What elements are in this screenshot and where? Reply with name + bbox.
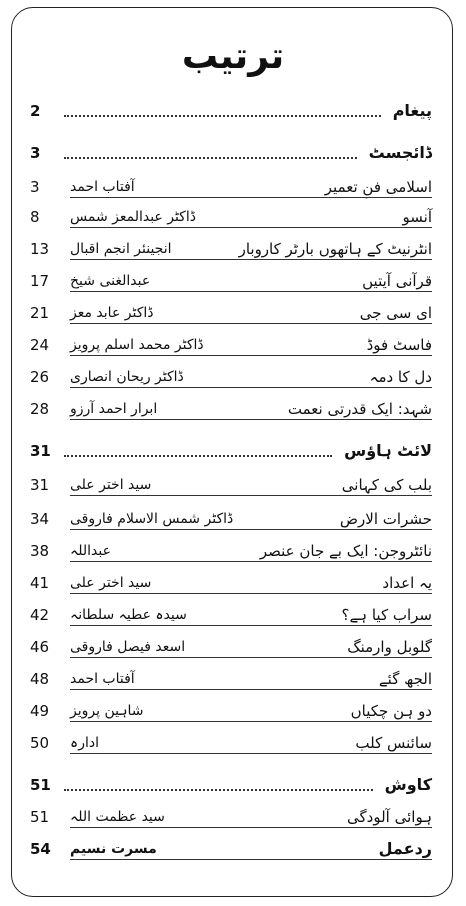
page-title: ترتیب bbox=[181, 36, 285, 77]
entry-title: سائنس کلب bbox=[355, 734, 432, 752]
entry-author: اسعد فیصل فاروقی bbox=[70, 639, 186, 655]
page-number: 41 bbox=[30, 574, 50, 592]
entry-author: سید اختر علی bbox=[70, 477, 152, 493]
toc-entry-row bbox=[30, 572, 432, 596]
entry-title: دل کا دمہ bbox=[369, 368, 432, 386]
page-number: 24 bbox=[30, 336, 50, 354]
section-title: کاوش bbox=[384, 775, 432, 794]
separator-line bbox=[70, 355, 432, 356]
entry-author: ڈاکٹر عبدالمعز شمس bbox=[70, 209, 196, 225]
separator-line bbox=[70, 323, 432, 324]
toc-entry-row bbox=[30, 604, 432, 628]
entry-author: ڈاکٹر محمد اسلم پرویز bbox=[70, 337, 204, 353]
toc-entry-row bbox=[30, 398, 432, 422]
page-number: 26 bbox=[30, 368, 50, 386]
entry-title: انٹرنیٹ کے ہاتھوں بارٹر کاروبار bbox=[238, 240, 432, 258]
separator-line bbox=[70, 495, 432, 496]
section-row bbox=[30, 142, 432, 166]
separator-line bbox=[70, 387, 432, 388]
entry-author: آفتاب احمد bbox=[70, 671, 135, 687]
separator-line bbox=[70, 593, 432, 594]
dot-leader bbox=[64, 789, 373, 791]
page-number: 21 bbox=[30, 304, 50, 322]
entry-title: قرآنی آیتیں bbox=[362, 272, 432, 290]
toc-entry-row bbox=[30, 668, 432, 692]
entry-author: ادارہ bbox=[70, 735, 99, 751]
separator-line bbox=[70, 753, 432, 754]
entry-author: مسرت نسیم bbox=[70, 841, 157, 857]
toc-entry-row bbox=[30, 474, 432, 498]
separator-line bbox=[70, 291, 432, 292]
separator-line bbox=[70, 259, 432, 260]
toc-entry-row bbox=[30, 206, 432, 230]
page-number: 38 bbox=[30, 542, 50, 560]
page-number: 3 bbox=[30, 178, 40, 196]
section-row bbox=[30, 440, 432, 464]
entry-author: عبدالغنی شیخ bbox=[70, 273, 151, 289]
separator-line bbox=[70, 529, 432, 530]
toc-entry-row bbox=[30, 636, 432, 660]
entry-author: ابرار احمد آرزو bbox=[70, 401, 158, 417]
page-number: 8 bbox=[30, 208, 40, 226]
toc-entry-row bbox=[30, 700, 432, 724]
dot-leader bbox=[64, 455, 332, 457]
separator-line bbox=[70, 827, 432, 828]
separator-line bbox=[70, 419, 432, 420]
toc-entry-row bbox=[30, 176, 432, 200]
entry-title: گلوبل وارمنگ bbox=[347, 638, 432, 656]
entry-title: فاسٹ فوڈ bbox=[366, 336, 432, 354]
toc-entry-row bbox=[30, 508, 432, 532]
page-number: 48 bbox=[30, 670, 50, 688]
section-row bbox=[30, 100, 432, 124]
separator-line bbox=[70, 197, 432, 198]
entry-author: ڈاکٹر عابد معز bbox=[70, 305, 154, 321]
separator-line bbox=[70, 859, 432, 860]
separator-line bbox=[70, 227, 432, 228]
separator-line bbox=[70, 689, 432, 690]
entry-author: انجینئر انجم اقبال bbox=[70, 241, 172, 257]
toc-entry-row bbox=[30, 334, 432, 358]
toc-entry-row bbox=[30, 302, 432, 326]
entry-title: الجھ گئے bbox=[378, 670, 432, 688]
page-number: 51 bbox=[30, 808, 50, 826]
entry-title: آنسو bbox=[402, 208, 432, 226]
page-number: 13 bbox=[30, 240, 50, 258]
toc-entry-row bbox=[30, 540, 432, 564]
entry-title: یہ اعداد bbox=[382, 574, 432, 592]
section-title: ردعمل bbox=[378, 839, 432, 858]
page-number: 46 bbox=[30, 638, 50, 656]
page-number: 2 bbox=[30, 102, 41, 120]
entry-title: نائٹروجن: ایک بے جان عنصر bbox=[259, 542, 432, 560]
toc-entry-row bbox=[30, 732, 432, 756]
entry-title: ہوائی آلودگی bbox=[347, 808, 432, 826]
section-title: ڈائجسٹ bbox=[368, 143, 432, 162]
separator-line bbox=[70, 721, 432, 722]
page-number: 3 bbox=[30, 144, 41, 162]
page-number: 31 bbox=[30, 476, 50, 494]
page-number: 49 bbox=[30, 702, 50, 720]
entry-author: عبداللہ bbox=[70, 543, 111, 559]
page-number: 34 bbox=[30, 510, 50, 528]
section-row bbox=[30, 774, 432, 798]
page-number: 54 bbox=[30, 840, 51, 858]
page-number: 42 bbox=[30, 606, 50, 624]
dot-leader bbox=[64, 157, 357, 159]
dot-leader bbox=[64, 115, 381, 117]
page-number: 50 bbox=[30, 734, 50, 752]
entry-title: شہد: ایک قدرتی نعمت bbox=[287, 400, 432, 418]
toc-entry-row bbox=[30, 238, 432, 262]
entry-author: شاہین پرویز bbox=[70, 703, 144, 719]
entry-title: سراب کیا ہے؟ bbox=[341, 606, 432, 624]
entry-title: دو ہن چکیاں bbox=[350, 702, 432, 720]
section-title: لائٹ ہاؤس bbox=[344, 441, 432, 460]
page-number: 28 bbox=[30, 400, 50, 418]
separator-line bbox=[70, 561, 432, 562]
page-number: 17 bbox=[30, 272, 50, 290]
section-title: پیغام bbox=[392, 101, 432, 120]
toc-entry-row bbox=[30, 270, 432, 294]
entry-author: ڈاکٹر شمس الاسلام فاروقی bbox=[70, 511, 234, 527]
entry-author: سید اختر علی bbox=[70, 575, 152, 591]
page-number: 31 bbox=[30, 442, 51, 460]
entry-title: ای سی جی bbox=[359, 304, 432, 322]
entry-author: ڈاکٹر ریحان انصاری bbox=[70, 369, 184, 385]
entry-title: بلب کی کہانی bbox=[341, 476, 432, 494]
separator-line bbox=[70, 657, 432, 658]
toc-entry-row bbox=[30, 806, 432, 830]
entry-title: حشرات الارض bbox=[339, 510, 432, 528]
toc-entry-row bbox=[30, 366, 432, 390]
entry-author: آفتاب احمد bbox=[70, 179, 135, 195]
entry-title: اسلامی فنِ تعمیر bbox=[324, 178, 432, 196]
entry-author: سیدہ عطیہ سلطانہ bbox=[70, 607, 187, 623]
separator-line bbox=[70, 625, 432, 626]
page-number: 51 bbox=[30, 776, 51, 794]
section-row bbox=[30, 838, 432, 862]
entry-author: سید عظمت اللہ bbox=[70, 809, 165, 825]
